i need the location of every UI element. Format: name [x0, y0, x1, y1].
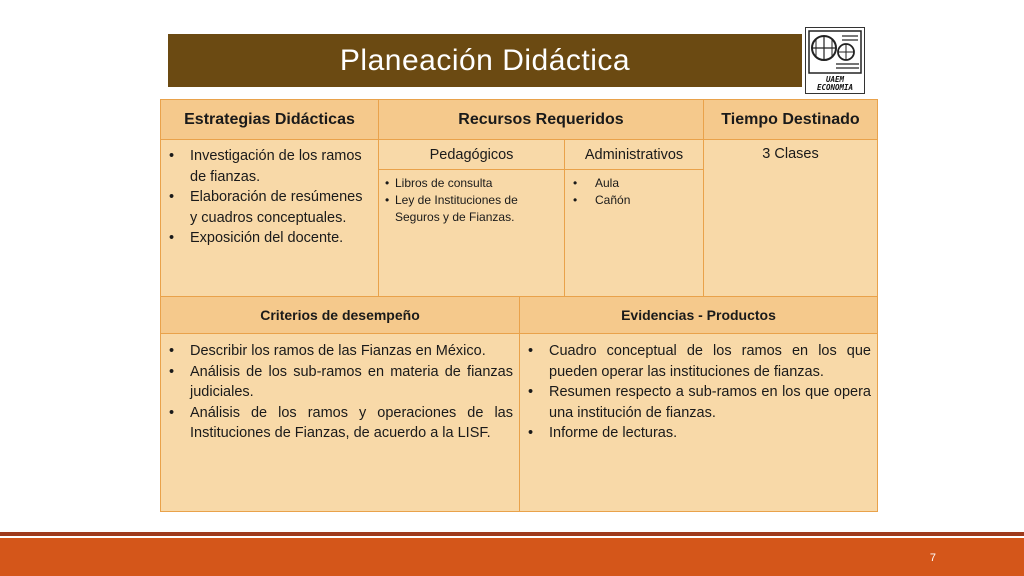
header-recursos	[379, 100, 704, 140]
list-item: • Cañón	[569, 192, 697, 209]
pedagogicos-cell	[379, 170, 565, 297]
footer-accent-line	[0, 532, 1024, 536]
list-item: • Investigación de los ramos de fianzas.	[165, 146, 372, 187]
planning-table	[160, 99, 878, 512]
list-item: • Elaboración de resúmenes y cuadros conceptuales.	[165, 187, 372, 228]
header-evidencias	[520, 297, 877, 334]
uaem-economia-logo	[805, 27, 865, 94]
header-evidencias-label: Evidencias - Productos	[621, 307, 776, 323]
header-tiempo	[704, 100, 877, 140]
administrativos-cell	[565, 170, 704, 297]
tiempo-value: 3 Clases	[762, 146, 819, 162]
header-tiempo-label: Tiempo Destinado	[721, 110, 860, 128]
estrategias-cell	[161, 140, 379, 297]
slide-title: Planeación Didáctica	[339, 43, 631, 77]
list-item: • Aula	[569, 175, 697, 192]
page-number: 7	[929, 552, 936, 564]
criterios-cell	[161, 334, 520, 511]
svg-text:ECONOMIA: ECONOMIA	[816, 83, 854, 92]
list-item: • Análisis de los ramos y operaciones de las Instituciones de Fianzas, de acuerdo a la LISF.	[165, 403, 513, 444]
administrativos-list	[569, 175, 697, 209]
subheader-pedagogicos-label: Pedagógicos	[429, 146, 514, 163]
subheader-administrativos	[565, 140, 704, 170]
evidencias-list	[524, 341, 871, 444]
logo-emblem-icon	[806, 28, 864, 93]
list-item: • Describir los ramos de las Fianzas en México.	[165, 341, 513, 362]
subheader-pedagogicos	[379, 140, 565, 170]
list-item: • Libros de consulta	[385, 175, 556, 192]
svg-text:UAEM: UAEM	[825, 75, 845, 84]
header-estrategias	[161, 100, 379, 140]
tiempo-cell	[704, 140, 877, 297]
list-item: • Exposición del docente.	[165, 228, 372, 249]
pedagogicos-list	[385, 175, 556, 226]
evidencias-cell	[520, 334, 877, 511]
criterios-list	[165, 341, 513, 444]
list-item: • Ley de Instituciones de Seguros y de Fianzas.	[385, 192, 556, 226]
list-item: • Informe de lecturas.	[524, 423, 871, 444]
header-criterios	[161, 297, 520, 334]
header-criterios-label: Criterios de desempeño	[260, 307, 420, 323]
list-item: • Cuadro conceptual de los ramos en los que pueden operar las instituciones de fianzas.	[524, 341, 871, 382]
list-item: • Resumen respecto a sub-ramos en los que opera una institución de fianzas.	[524, 382, 871, 423]
subheader-administrativos-label: Administrativos	[584, 146, 684, 163]
header-estrategias-label: Estrategias Didácticas	[184, 110, 355, 128]
title-bar	[168, 34, 802, 87]
list-item: • Análisis de los sub-ramos en materia de fianzas judiciales.	[165, 362, 513, 403]
header-recursos-label: Recursos Requeridos	[458, 110, 624, 128]
footer-band	[0, 538, 1024, 576]
estrategias-list	[165, 146, 372, 249]
